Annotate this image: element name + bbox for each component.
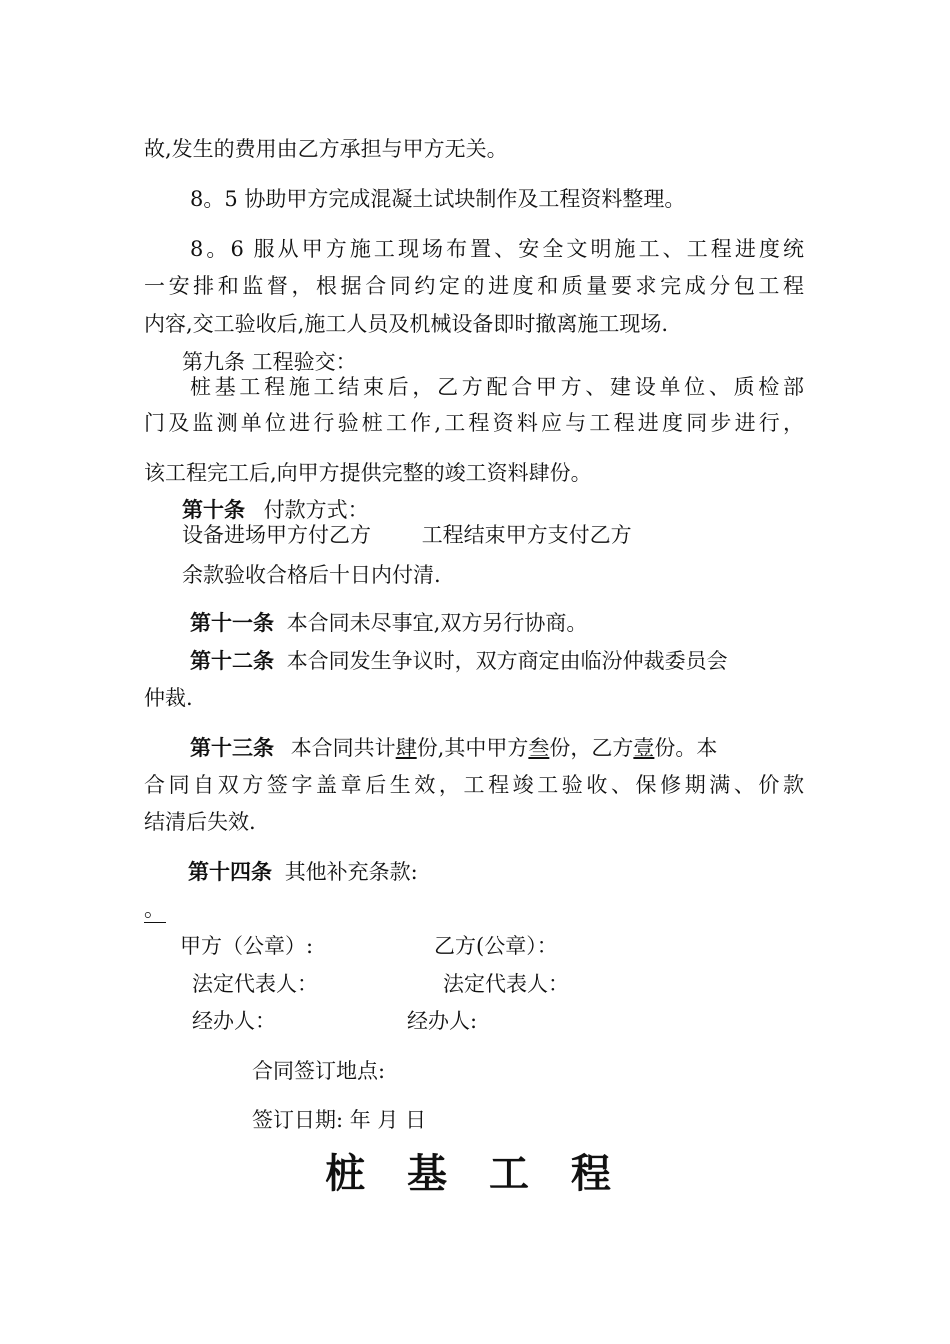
- article-13-text3: 份，乙方: [549, 736, 634, 760]
- article-10-line2: 余款验收合格后十日内付清.: [182, 563, 441, 587]
- clause-8-4-tail: 故,发生的费用由乙方承担与甲方无关。: [144, 137, 508, 161]
- blank-underline: 。: [144, 897, 165, 921]
- party-b-agent: 经办人:: [407, 1009, 478, 1033]
- party-a-agent: 经办人：: [192, 1009, 276, 1033]
- article-10-label: 第十条: [182, 497, 245, 522]
- article-10-heading: [182, 497, 369, 523]
- article-13-text2: 份,其中甲方: [416, 736, 529, 760]
- article-13-party-b-copies: 壹: [633, 736, 655, 760]
- document-title: 桩 基 工 程: [325, 1150, 625, 1197]
- signing-place: 合同签订地点:: [252, 1059, 386, 1083]
- article-13-text4: 份。本: [654, 736, 718, 760]
- article-10-line1: [182, 522, 632, 548]
- article-10-text: 付款方式：: [263, 498, 369, 522]
- article-14-text: 其他补充条款:: [284, 860, 418, 884]
- article-12: [190, 648, 728, 674]
- article-13-line3: 结清后失效.: [144, 810, 256, 834]
- clause-8-5: 8。5 协助甲方完成混凝土试块制作及工程资料整理。: [190, 187, 686, 211]
- article-13-line1: [190, 735, 717, 761]
- article-9-line1: 桩基工程施工结束后，乙方配合甲方、建设单位、质检部: [190, 375, 804, 399]
- party-b-seal: 乙方(公章）：: [434, 934, 558, 958]
- clause-8-6-line2: 一安排和监督，根据合同约定的进度和质量要求完成分包工程: [144, 274, 804, 298]
- clause-8-6-line3: 内容,交工验收后,施工人员及机械设备即时撤离施工现场.: [144, 312, 669, 336]
- article-13-party-a-copies: 叁: [528, 736, 550, 760]
- article-14: [188, 859, 418, 885]
- party-a-legal-rep: 法定代表人：: [192, 972, 318, 996]
- article-10-advance: 设备进场甲方付乙方: [182, 523, 371, 547]
- article-13-total-copies: 肆: [395, 736, 417, 760]
- article-9-line2: 门及监测单位进行验桩工作,工程资料应与工程进度同步进行，: [144, 411, 804, 435]
- party-b-legal-rep: 法定代表人：: [443, 972, 569, 996]
- article-12-line2: 仲裁.: [144, 686, 193, 710]
- article-11-text: 本合同未尽事宜,双方另行协商。: [286, 611, 588, 635]
- clause-8-6-line1: 8。6 服从甲方施工现场布置、安全文明施工、工程进度统: [190, 237, 804, 261]
- article-9-heading: 第九条 工程验交：: [182, 350, 357, 374]
- article-14-label: 第十四条: [188, 859, 272, 884]
- article-11-label: 第十一条: [190, 610, 274, 635]
- article-13-label: 第十三条: [190, 735, 274, 760]
- party-a-seal: 甲方（公章）:: [180, 934, 314, 958]
- article-11: [190, 610, 587, 636]
- article-12-label: 第十二条: [190, 648, 274, 673]
- article-10-completion: 工程结束甲方支付乙方: [421, 523, 632, 547]
- article-9-line3: 该工程完工后,向甲方提供完整的竣工资料肆份。: [144, 461, 592, 485]
- article-13-text1: 本合同共计: [290, 736, 396, 760]
- article-12-text: 本合同发生争议时，双方商定由临汾仲裁委员会: [286, 649, 728, 673]
- article-13-line2: 合同自双方签字盖章后生效，工程竣工验收、保修期满、价款: [144, 773, 804, 797]
- signing-date: 签订日期: 年 月 日: [252, 1108, 427, 1132]
- supplementary-blank-line: [144, 896, 166, 923]
